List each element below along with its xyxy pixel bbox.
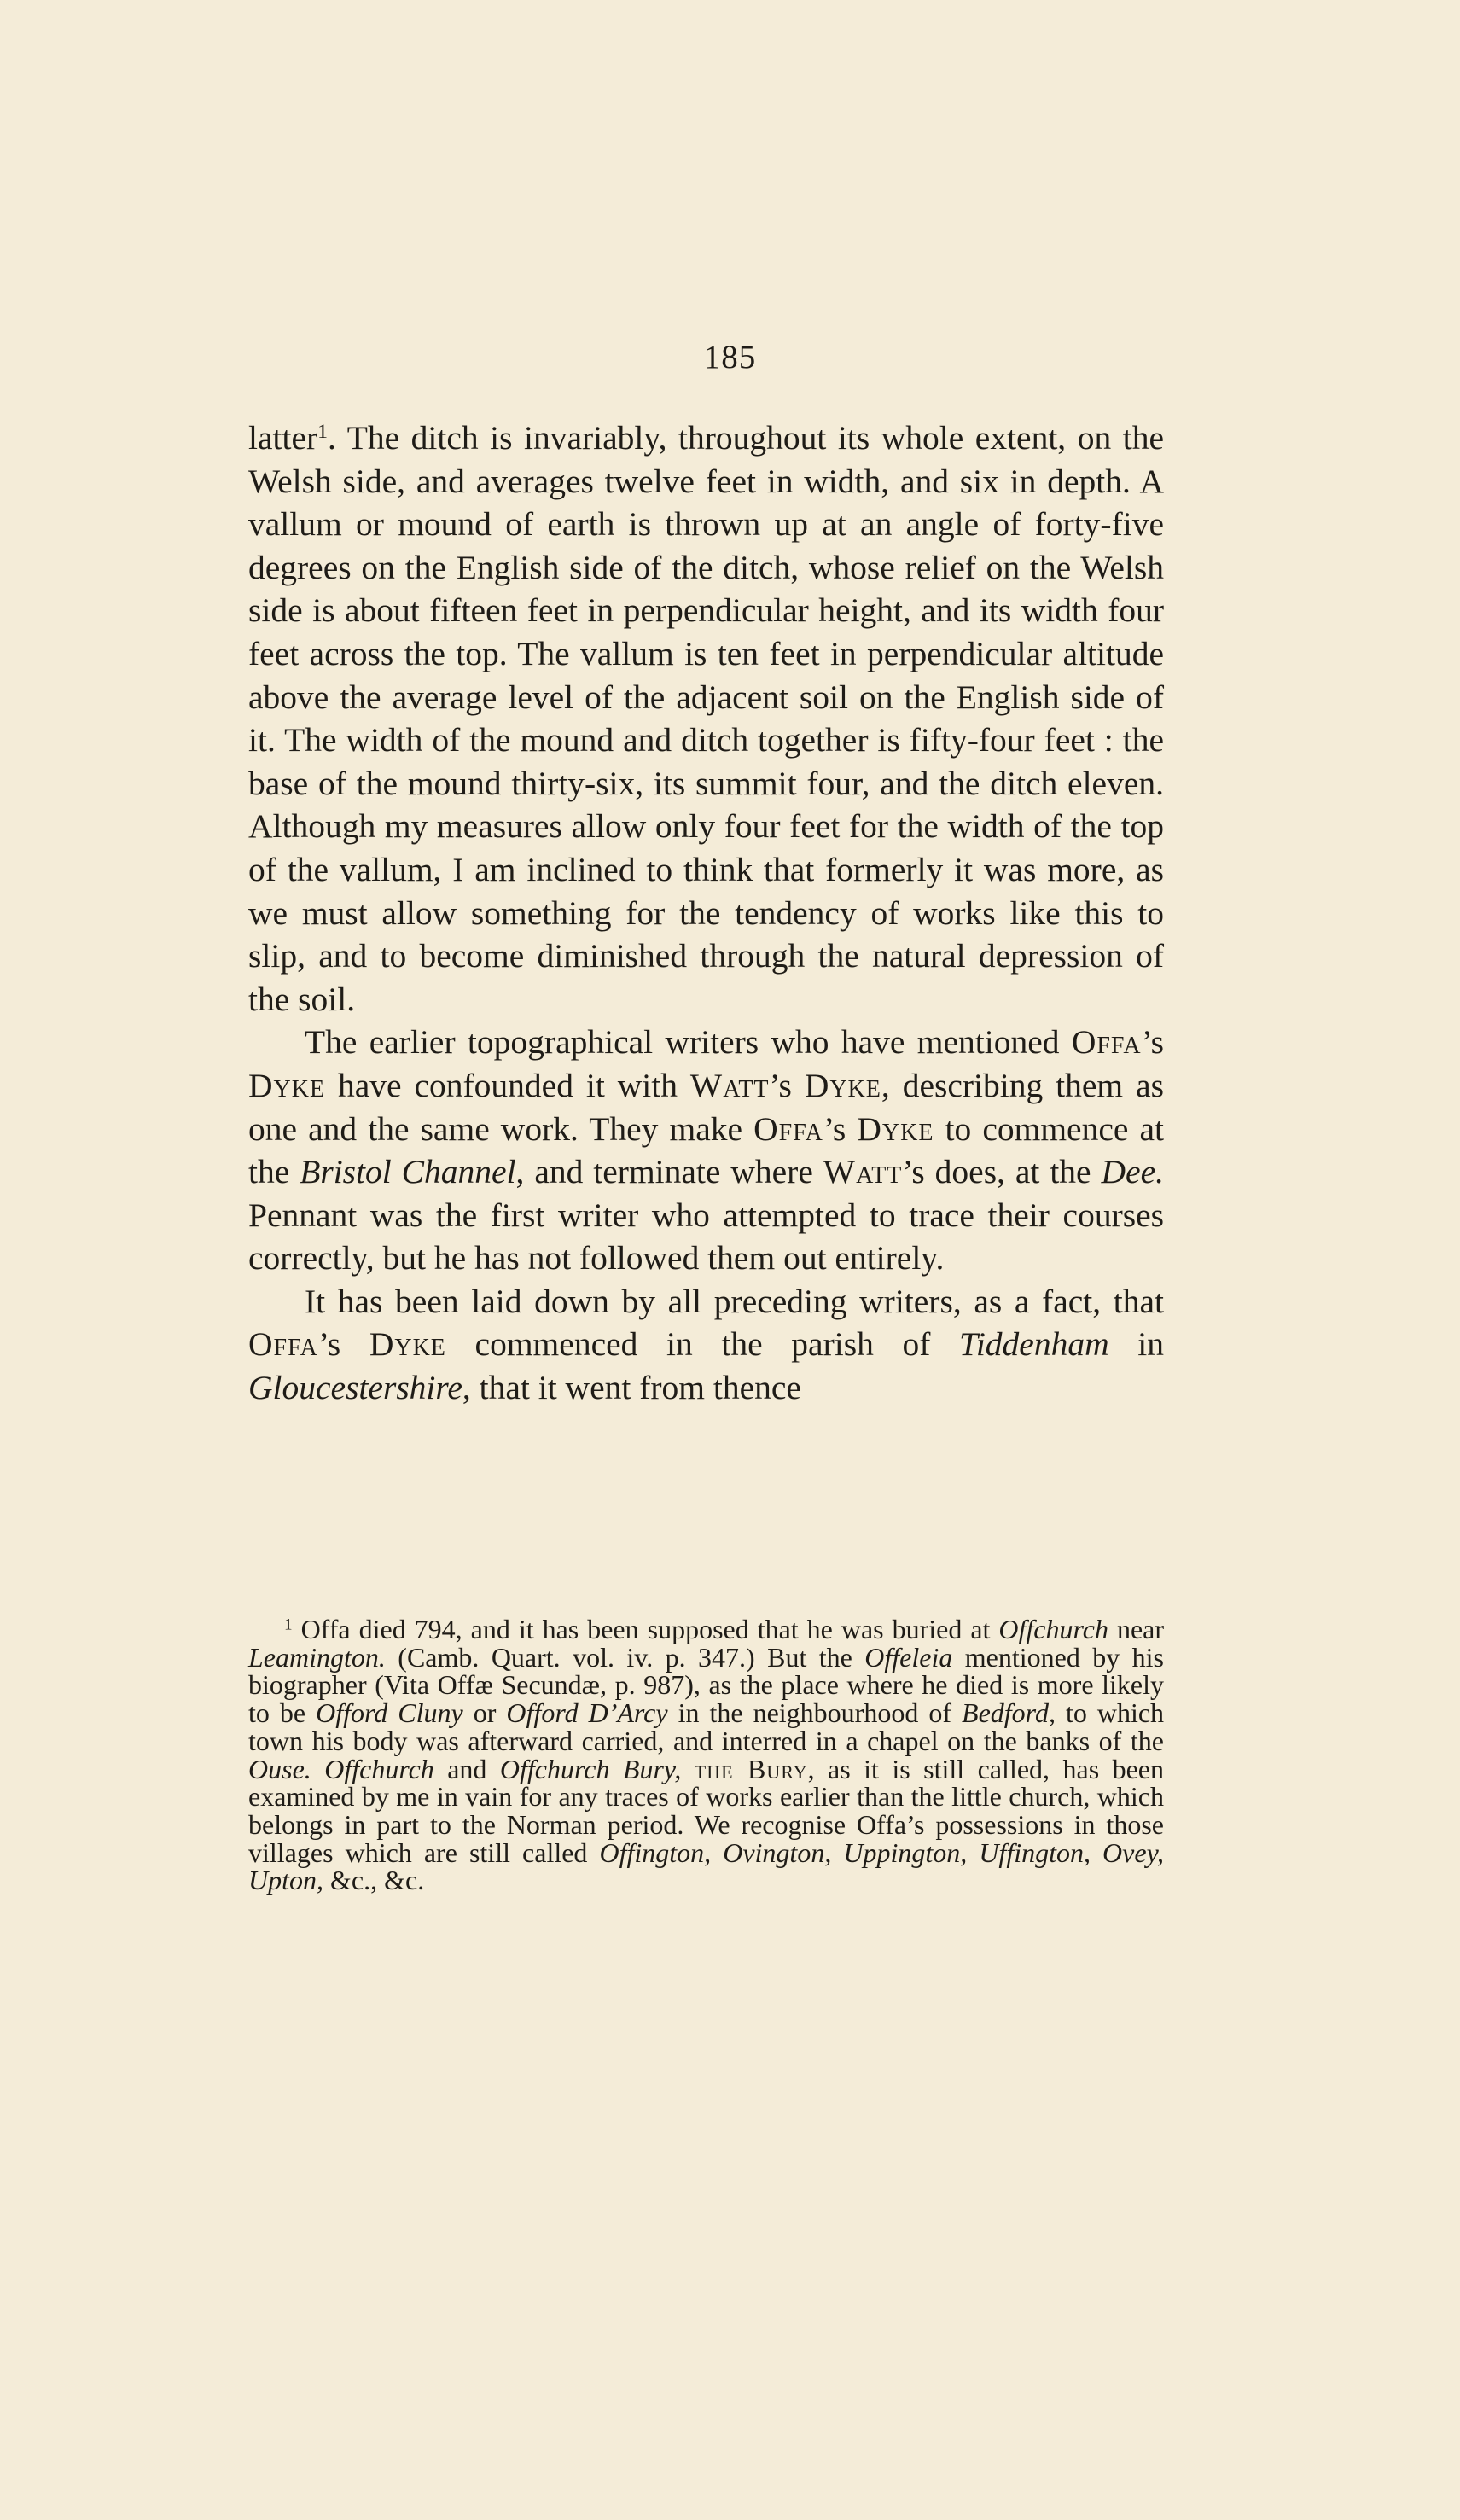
- text-span: or: [462, 1697, 507, 1729]
- text-span: It has been laid down by all preceding writers, as a fact, that: [305, 1282, 1164, 1320]
- text-span: in the neighbourhood of: [667, 1697, 963, 1729]
- paragraph-preceding-writers: [248, 1280, 1164, 1410]
- italic-place-name: Bristol Channel: [300, 1153, 516, 1191]
- italic-place-name: Offington, Ovington, Uppington, Uffington, Ovey, Upton,: [248, 1836, 1165, 1896]
- footnote-1: [248, 1615, 1164, 1894]
- text-span: have confounded it with: [325, 1066, 690, 1104]
- italic-place-name: Tiddenham: [959, 1325, 1109, 1364]
- text-span: [681, 1754, 694, 1784]
- small-caps-name: Watt: [823, 1153, 903, 1191]
- text-span: ’s: [1141, 1023, 1164, 1062]
- italic-place-name: Gloucestershire: [248, 1369, 462, 1407]
- text-span: latter: [248, 419, 318, 457]
- small-caps-name: Dyke: [804, 1066, 881, 1104]
- text-span: mentioned by his biographer (Vita Offæ Secundæ, p. 987), as the place where he died is more likely to be: [248, 1641, 1165, 1729]
- text-span: to commence at the: [248, 1109, 1164, 1191]
- text-span: ’s does, at the: [902, 1153, 1102, 1191]
- text-span: Pennant was the first writer who attempted to trace their courses correctly, but he has not followed them out entirely.: [248, 1196, 1164, 1277]
- text-span: Offa died 794, and it has been supposed that he was buried at: [292, 1614, 999, 1644]
- footnote-marker: 1: [284, 1615, 293, 1634]
- italic-place-name: Bedford,: [962, 1697, 1056, 1729]
- italic-place-name: Leamington.: [248, 1641, 386, 1673]
- small-caps-name: Offa: [248, 1325, 318, 1364]
- small-caps-name: Watt: [689, 1066, 770, 1104]
- main-text: [248, 416, 1164, 1410]
- footnote-reference: 1: [317, 420, 328, 443]
- text-span: [311, 1754, 324, 1784]
- text-span: , as it is still called, has been examined by me in vain for any traces of works earlier than the little church, which belongs in part to the Norman period. We recognise Offa’s possessions in those villages which are still called: [248, 1753, 1165, 1868]
- italic-place-name: Ouse.: [248, 1753, 311, 1784]
- paragraph-ditch-description: [248, 416, 1164, 1021]
- italic-place-name: Offord Cluny: [316, 1697, 463, 1729]
- italic-place-name: Offord D’Arcy: [506, 1697, 668, 1729]
- small-caps-name: Offa: [753, 1109, 823, 1148]
- paragraph-earlier-writers: [248, 1021, 1164, 1280]
- small-caps-name: Dyke: [248, 1066, 326, 1104]
- text-span: ’s: [317, 1325, 369, 1364]
- text-span: in: [1108, 1325, 1164, 1364]
- small-caps-name: Dyke: [857, 1109, 934, 1148]
- text-span: (Camb. Quart. vol. iv. p. 347.) But the: [385, 1641, 865, 1673]
- text-span: commenced in the parish of: [445, 1325, 960, 1364]
- page-number: 185: [703, 339, 757, 375]
- italic-place-name: Offeleia: [864, 1641, 953, 1673]
- text-span: &c., &c.: [323, 1865, 425, 1896]
- text-span: ’s: [823, 1109, 858, 1148]
- small-caps-name: the Bury: [694, 1753, 808, 1784]
- text-span: , and terminate where: [515, 1153, 823, 1191]
- footnotes: [248, 1615, 1164, 1894]
- italic-place-name: Offchurch Bury,: [499, 1753, 682, 1784]
- italic-place-name: Dee.: [1101, 1153, 1164, 1191]
- text-span: ’s: [769, 1066, 805, 1104]
- small-caps-name: Dyke: [369, 1325, 446, 1364]
- text-span: , that it went from thence: [462, 1369, 801, 1407]
- italic-place-name: Offchurch: [998, 1614, 1108, 1644]
- text-span: near: [1108, 1614, 1165, 1644]
- small-caps-name: Offa: [1071, 1023, 1142, 1062]
- text-span: and: [433, 1753, 500, 1784]
- text-span: . The ditch is invariably, throughout its whole extent, on the Welsh side, and averages twelve feet in width, and six in depth. A vallum or mound of earth is thrown up at an angle of forty-five degrees on the English side of the ditch, whose relief on the Welsh side is about fifteen feet in perpendicular height, and its width four feet across the top. The vallum is ten feet in perpendicular altitude above the average level of the adjacent soil on the English side of it. The width of the mound and ditch together is fifty-four feet : the base of the mound thirty-six, its summit four, and the ditch eleven. Although my measures allow only four feet for the width of the top of the vallum, I am inclined to think that formerly it was more, as we must allow something for the tendency of works like this to slip, and to become diminished through the natural depression of the soil.: [248, 419, 1164, 1018]
- text-span: , describing them as one and the same work. They make: [248, 1066, 1164, 1148]
- italic-place-name: Offchurch: [324, 1753, 434, 1784]
- text-span: The earlier topographical writers who have mentioned: [305, 1023, 1072, 1062]
- text-span: to which town his body was afterward carried, and interred in a chapel on the banks of the: [248, 1697, 1165, 1756]
